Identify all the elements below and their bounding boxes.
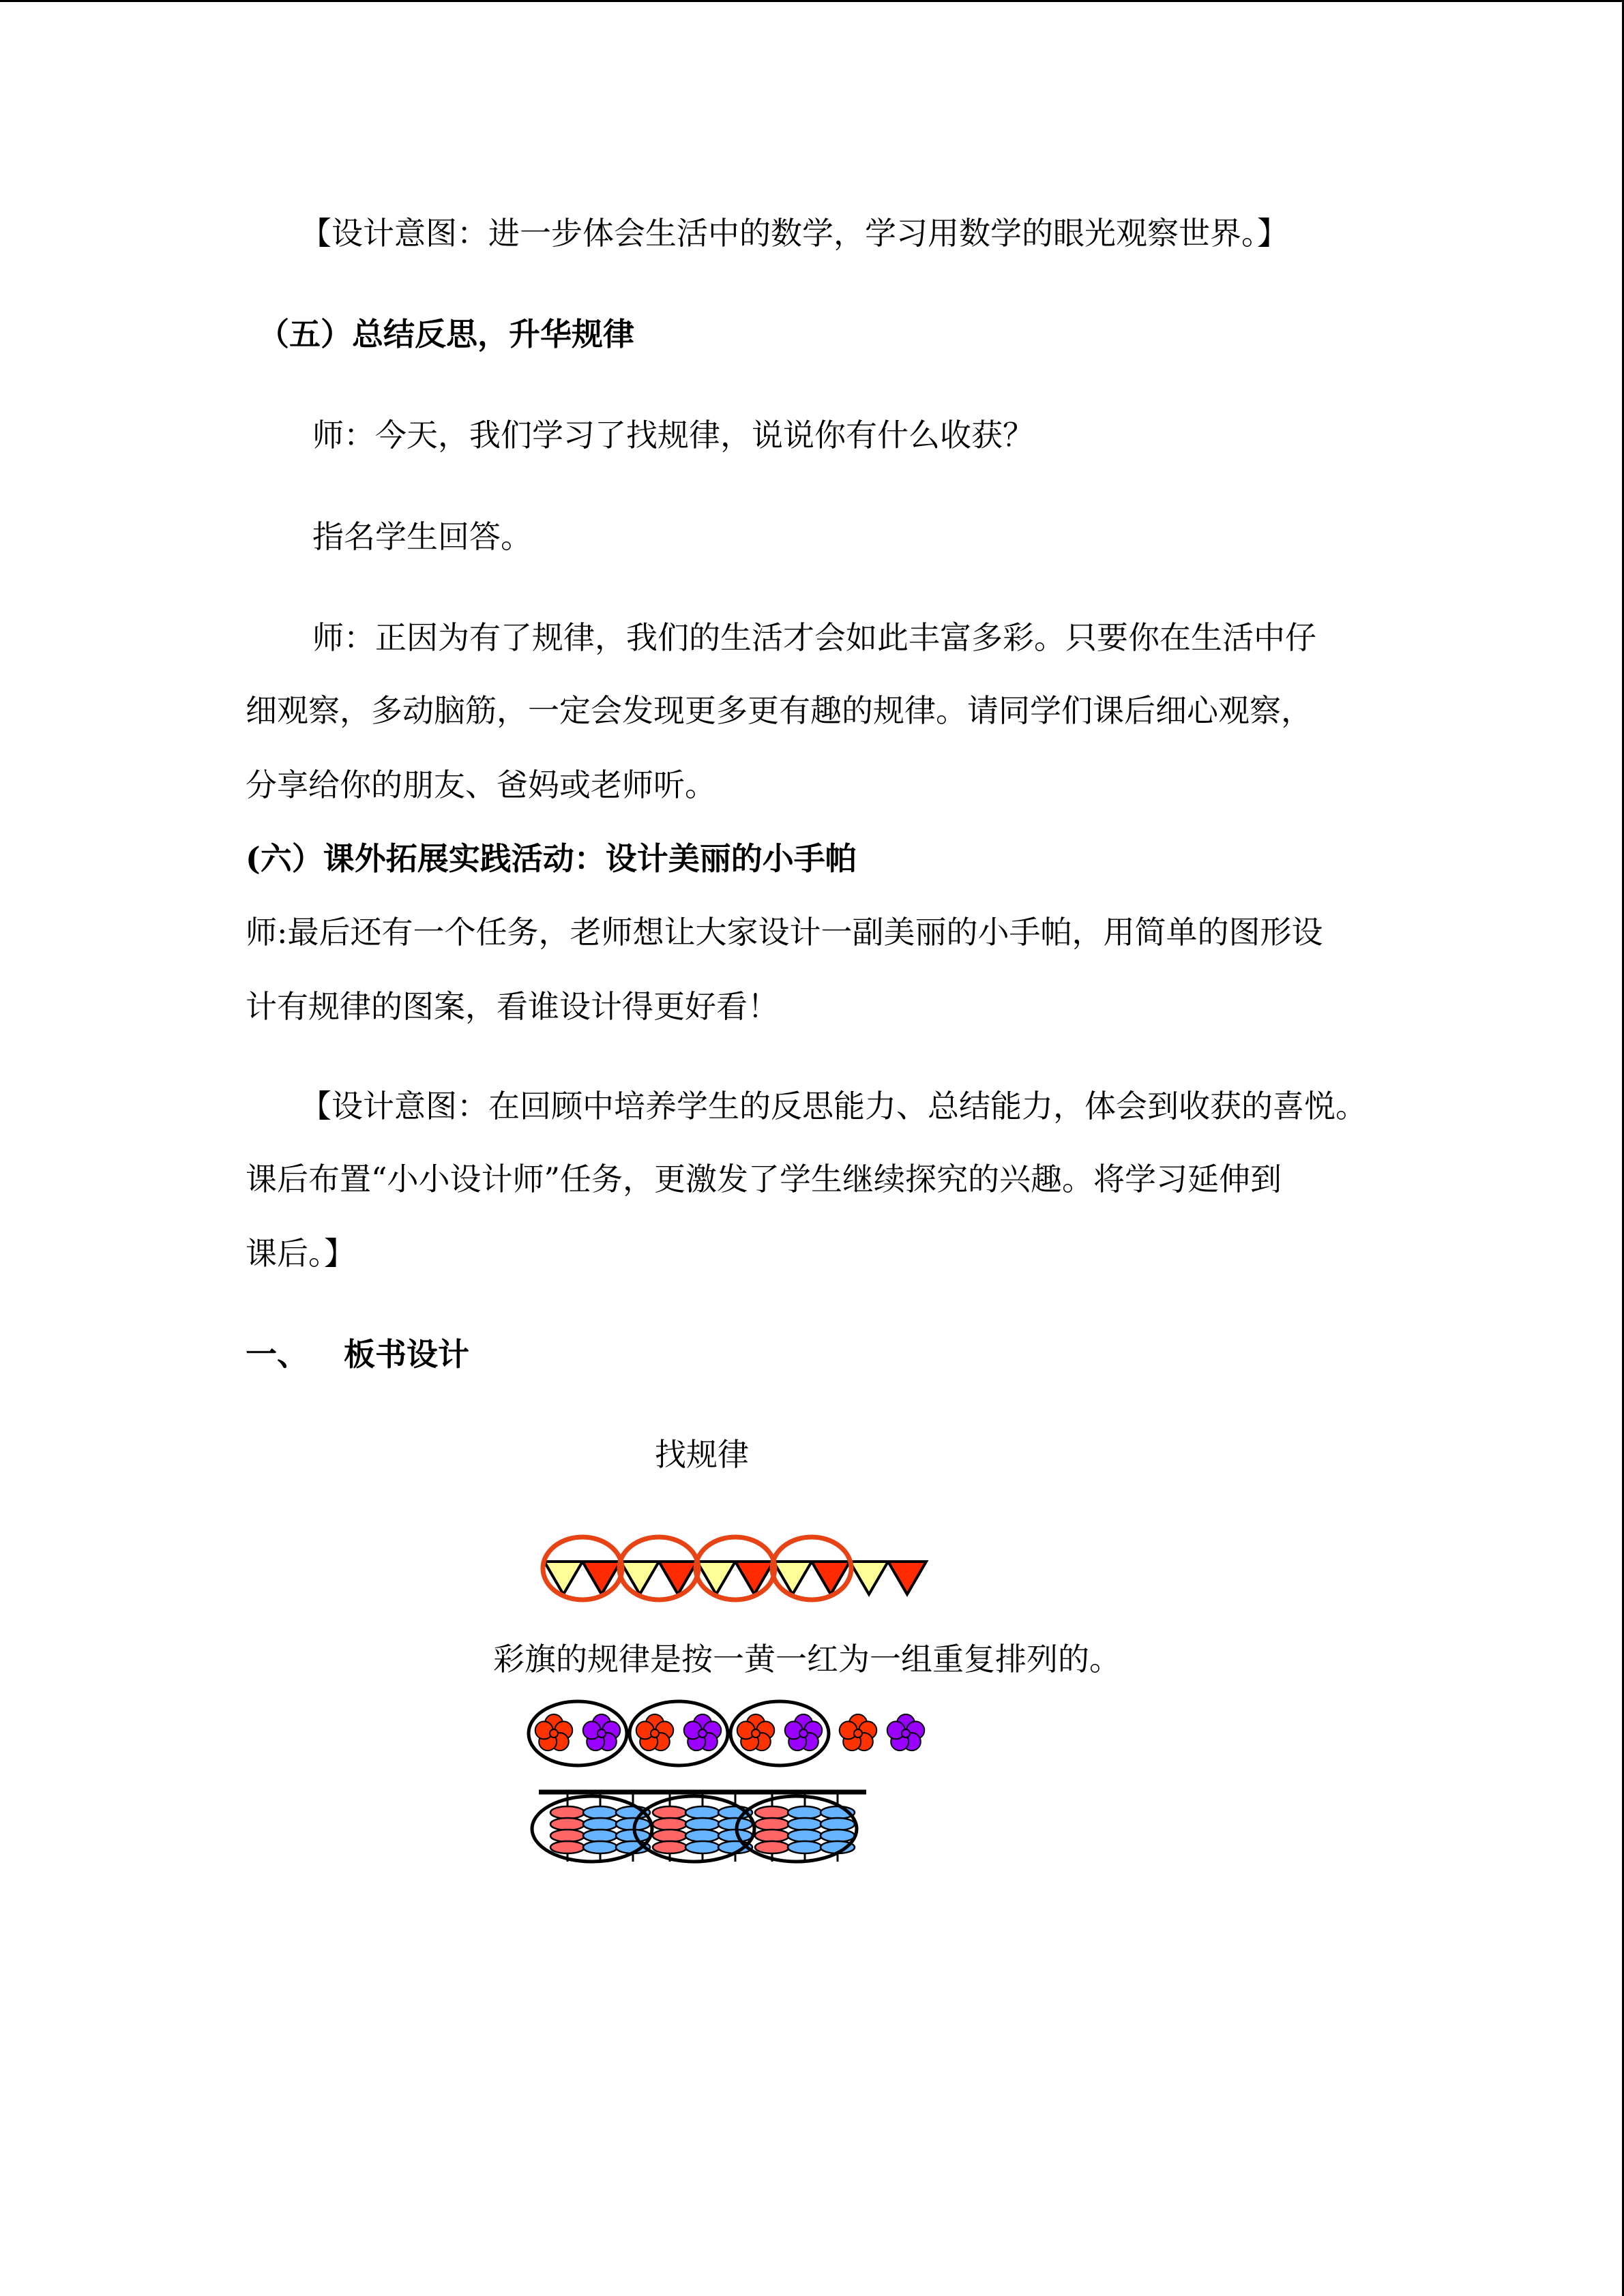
board-title: 找规律 <box>655 1436 749 1473</box>
red-bead <box>653 1830 687 1842</box>
teacher-summary-line-3: 分享给你的朋友、爸妈或老师听。 <box>246 766 716 803</box>
purple-flower-icon <box>887 1714 925 1750</box>
teacher-summary-line-1: 师：正因为有了规律，我们的生活才会如此丰富多彩。只要你在生活中仔 <box>312 619 1316 656</box>
design-intent-2-line-3: 课后。】 <box>246 1235 355 1272</box>
red-bead <box>550 1830 585 1842</box>
red-bead <box>755 1806 789 1819</box>
blue-bead <box>685 1806 720 1819</box>
heading-section-6: (六）课外拓展实践活动：设计美丽的小手帕 <box>246 840 857 877</box>
heading-section-5: （五）总结反思，升华规律 <box>258 316 634 353</box>
flower-center <box>799 1729 808 1738</box>
design-intent-1: 【设计意图：进一步体会生活中的数学，学习用数学的眼光观察世界。】 <box>300 215 1288 252</box>
red-bead <box>653 1806 687 1819</box>
red-bead <box>550 1818 585 1830</box>
bead-pattern <box>525 1780 880 1868</box>
blue-bead <box>583 1818 617 1830</box>
flower-center <box>902 1729 910 1738</box>
red-flower-icon <box>840 1714 877 1750</box>
purple-flower-icon <box>785 1714 823 1750</box>
teacher-task-line-2: 计有规律的图案，看谁设计得更好看！ <box>246 988 779 1025</box>
flower-center <box>698 1729 707 1738</box>
purple-flower-icon <box>583 1714 621 1750</box>
section-number: 一、 <box>246 1336 308 1373</box>
flower-center <box>550 1729 558 1738</box>
red-flower-icon <box>535 1714 573 1750</box>
red-bead <box>550 1841 585 1853</box>
flag-pattern-caption: 彩旗的规律是按一黄一红为一组重复排列的。 <box>493 1641 1121 1678</box>
teacher-summary-line-2: 细观察，多动脑筋，一定会发现更多更有趣的规律。请同学们课后细心观察， <box>246 692 1312 729</box>
purple-flower-icon <box>684 1714 722 1750</box>
blue-bead <box>685 1818 720 1830</box>
flower-center <box>651 1729 659 1738</box>
blue-bead <box>788 1806 822 1819</box>
flower-pattern <box>525 1691 948 1773</box>
red-bead <box>755 1841 789 1853</box>
section-title: 板书设计 <box>344 1336 469 1373</box>
flag-row <box>544 1562 926 1594</box>
red-bead <box>653 1841 687 1853</box>
red-bead <box>755 1818 789 1830</box>
blue-bead <box>821 1818 855 1830</box>
flower-center <box>597 1729 606 1738</box>
blue-bead <box>583 1830 617 1842</box>
design-intent-2-line-2: 课后布置“小小设计师”任务，更激发了学生继续探究的兴趣。将学习延伸到 <box>246 1161 1282 1197</box>
blue-bead <box>821 1830 855 1842</box>
page-border-top <box>0 0 1624 2</box>
blue-bead <box>583 1841 617 1853</box>
yellow-flag <box>850 1562 888 1594</box>
teacher-question: 师：今天，我们学习了找规律，说说你有什么收获？ <box>312 417 1034 453</box>
blue-bead <box>788 1818 822 1830</box>
red-bead <box>755 1830 789 1842</box>
blue-bead <box>788 1830 822 1842</box>
red-flower-icon <box>737 1714 775 1750</box>
blue-bead <box>685 1830 720 1842</box>
red-flag <box>888 1562 926 1594</box>
flag-pattern <box>532 1527 941 1616</box>
blue-bead <box>685 1841 720 1853</box>
red-bead <box>653 1818 687 1830</box>
red-flower-icon <box>636 1714 674 1750</box>
flower-group-circles <box>529 1701 829 1765</box>
blue-bead <box>583 1806 617 1819</box>
flower-center <box>854 1729 862 1738</box>
student-answer-note: 指名学生回答。 <box>312 518 532 555</box>
bead-row <box>550 1792 855 1862</box>
teacher-task-line-1: 师:最后还有一个任务，老师想让大家设计一副美丽的小手帕，用简单的图形设 <box>246 914 1323 951</box>
flower-center <box>752 1729 760 1738</box>
design-intent-2-line-1: 【设计意图：在回顾中培养学生的反思能力、总结能力，体会到收获的喜悦。 <box>300 1088 1367 1124</box>
red-bead <box>550 1806 585 1819</box>
blue-bead <box>788 1841 822 1853</box>
